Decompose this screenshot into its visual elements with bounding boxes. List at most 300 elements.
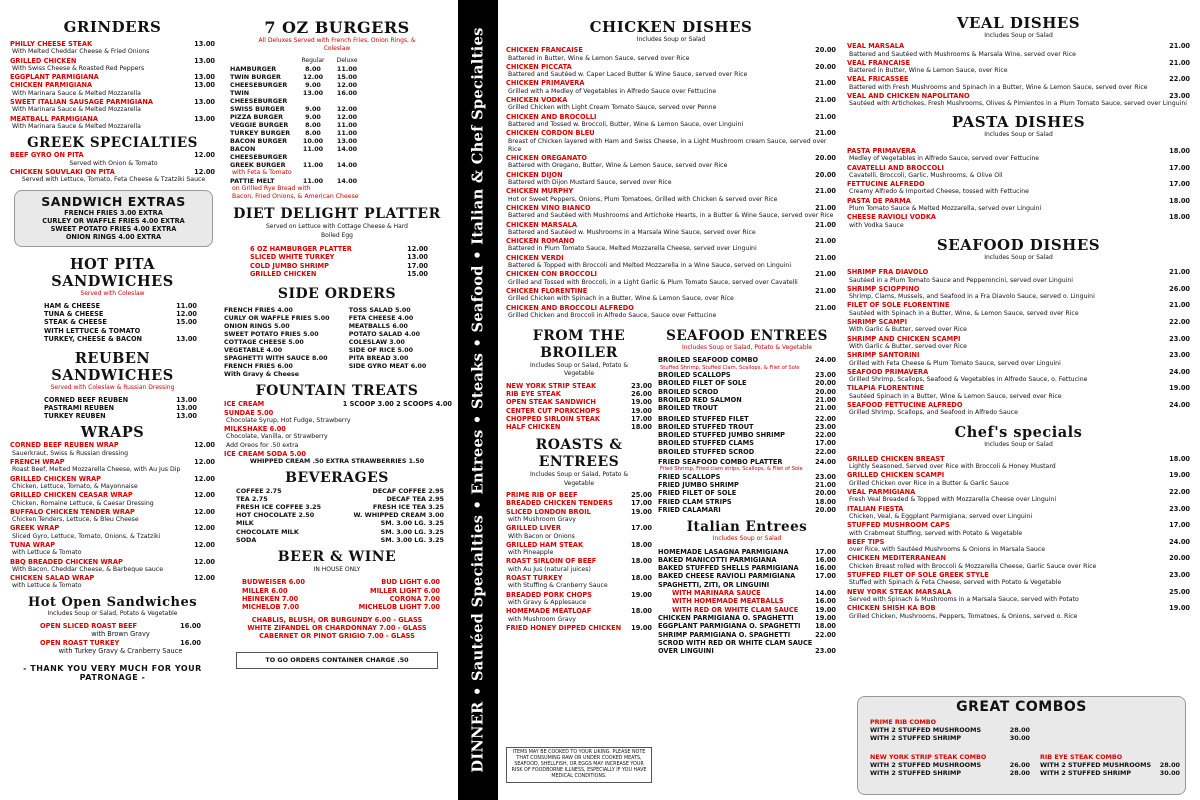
beverage-left: CHOCOLATE MILK xyxy=(236,527,299,536)
beverage-row xyxy=(236,487,444,495)
menu-item-name: HOMEMADE MEATLOAF xyxy=(506,607,592,616)
menu-item-name: BREADED CHICKEN TENDERS xyxy=(506,499,613,508)
menu-item-row xyxy=(506,254,836,262)
menu-item-row xyxy=(10,524,215,532)
menu-item-price: 13.00 xyxy=(194,73,215,82)
italian-price: 17.00 xyxy=(815,547,836,556)
menu-item-row xyxy=(847,488,1190,496)
menu-item-price: 13.00 xyxy=(176,395,197,404)
menu-item-name: VEAL FRICASSEE xyxy=(847,75,909,84)
menu-item-name: CHICKEN VINO BIANCO xyxy=(506,203,591,212)
menu-item-desc: with Lettuce & Tomato xyxy=(12,549,82,557)
italian-name: BAKED CHEESE RAVIOLI PARMIGIANA xyxy=(658,572,796,581)
menu-item-price: 20.00 xyxy=(815,505,836,514)
italian-name: BAKED STUFFED SHELLS PARMIGIANA xyxy=(658,564,799,573)
menu-item-price: 26.00 xyxy=(631,389,652,398)
menu-item-name: BBQ BREADED CHICKEN WRAP xyxy=(10,557,123,566)
italian-row xyxy=(658,614,836,622)
italian-name: BAKED MANICOTTI PARMIGIANA xyxy=(658,555,777,564)
menu-item-price: 19.00 xyxy=(631,406,652,415)
menu-item-price: 12.00 xyxy=(194,167,215,176)
menu-item-price: 13.00 xyxy=(194,40,215,48)
menu-item-name: WITH LETTUCE & TOMATO xyxy=(44,326,141,335)
menu-item-name: SHRIMP SANTORINI xyxy=(847,351,920,360)
seafood-italian-subcol xyxy=(658,328,836,655)
menu-item-row xyxy=(10,508,215,516)
menu-item-price: 21.00 xyxy=(815,404,836,413)
grinders-title: GRINDERS xyxy=(63,18,162,36)
to-go-box: TO GO ORDERS CONTAINER CHARGE .50 xyxy=(236,652,438,668)
menu-item-row xyxy=(506,79,836,87)
vertical-banner xyxy=(458,0,498,800)
patty-note-2: Bacon, Fried Onions, & American Cheese xyxy=(232,193,359,201)
menu-item-price: 20.00 xyxy=(815,62,836,71)
menu-item-row xyxy=(44,412,197,420)
wine-list xyxy=(222,616,452,641)
fountain-title: FOUNTAIN TREATS xyxy=(255,383,419,400)
menu-item-row xyxy=(658,371,836,379)
menu-item-row xyxy=(506,624,652,632)
menu-item-name: SHRIMP SCIOPPINO xyxy=(847,284,920,293)
menu-item-row xyxy=(847,285,1190,293)
menu-item-desc: Chicken Breast rolled with Broccoli & Mozzarella Cheese, Garlic Sauce over Rice xyxy=(849,562,1097,570)
menu-item-price: 15.00 xyxy=(407,269,428,278)
menu-item-row xyxy=(847,471,1190,479)
burgers-list xyxy=(230,65,452,169)
italian-sub: Includes Soup or Salad xyxy=(712,535,782,543)
menu-line: PITA BREAD 3.00 xyxy=(348,355,409,363)
menu-item-name: SHRIMP AND CHICKEN SCAMPI xyxy=(847,334,961,343)
beer-left: MILLER 6.00 xyxy=(242,586,288,595)
menu-item-desc: Grilled Chicken over Rice in a Butter & Garlic Sauce xyxy=(849,479,1009,487)
combo-prime-l2: WITH 2 STUFFED SHRIMP xyxy=(870,734,962,743)
menu-item-price: 21.00 xyxy=(1169,301,1190,310)
menu-item-name: PRIME RIB OF BEEF xyxy=(506,491,578,500)
menu-item-price: 19.00 xyxy=(631,507,652,516)
menu-line: COTTAGE CHEESE 5.00 xyxy=(224,339,304,347)
menu-item-row xyxy=(10,441,215,449)
menu-item-name: GREEK WRAP xyxy=(10,524,60,533)
menu-item-row xyxy=(250,245,428,253)
burger-regular-price: 8.00 xyxy=(305,64,321,73)
pasta-title: PASTA DISHES xyxy=(951,112,1086,131)
burger-regular-price: 13.00 xyxy=(302,88,324,97)
menu-line: POTATO SALAD 4.00 xyxy=(348,331,420,339)
menu-item-row xyxy=(10,541,215,549)
menu-item-price: 18.00 xyxy=(1169,213,1190,222)
menu-item-price: 16.00 xyxy=(180,622,201,631)
patty-melt-regular: 11.00 xyxy=(302,176,324,185)
menu-item-price: 18.00 xyxy=(815,497,836,506)
menu-item-row xyxy=(506,221,836,229)
menu-item-row xyxy=(658,498,836,506)
burger-name: TWIN BURGER xyxy=(230,72,281,81)
menu-item-price: 17.00 xyxy=(631,524,652,533)
menu-item-row xyxy=(658,473,836,481)
menu-item-row xyxy=(506,96,836,104)
menu-item-price: 20.00 xyxy=(1169,554,1190,563)
menu-item-name: CHICKEN PARMIGIANA xyxy=(10,81,93,90)
menu-item-desc: With Marinara Sauce & Melted Mozzarella xyxy=(12,122,141,130)
beer-row xyxy=(242,595,440,603)
menu-line: FRENCH FRIES 4.00 xyxy=(224,307,293,315)
menu-item-price: 13.00 xyxy=(176,412,197,421)
menu-item-price: 12.00 xyxy=(194,441,215,450)
menu-item-row xyxy=(847,213,1190,221)
menu-item-name: BROILED STUFFED TROUT xyxy=(658,422,754,431)
menu-item-price: 18.00 xyxy=(1169,146,1190,155)
menu-item-price: 18.00 xyxy=(1169,454,1190,463)
burger-name: PIZZA BURGER xyxy=(230,112,284,121)
combo-ny-l1: WITH 2 STUFFED MUSHROOMS xyxy=(870,760,982,769)
menu-item-row xyxy=(506,113,836,121)
menu-item-row xyxy=(658,506,836,514)
menu-item-name: ROAST TURKEY xyxy=(506,574,563,583)
menu-item-price: 25.00 xyxy=(631,491,652,500)
fountain-name: ICE CREAM SODA 5.00 xyxy=(224,450,306,459)
menu-item-price: 17.00 xyxy=(1169,163,1190,172)
burger-regular-price: 9.00 xyxy=(305,104,321,113)
italian-row xyxy=(658,581,836,589)
italian-row xyxy=(658,597,836,605)
burger-deluxe-price: 16.00 xyxy=(336,88,358,97)
menu-item-price: 22.00 xyxy=(815,414,836,423)
stuffed-seafood-list xyxy=(658,415,836,456)
italian-row xyxy=(658,548,836,556)
italian-name: EGGPLANT PARMIGIANA O. SPAGHETTI xyxy=(658,622,801,631)
beer-list xyxy=(222,578,452,611)
menu-item-name: TILAPIA FLORENTINE xyxy=(847,384,925,393)
fried-note: Fried Shrimp, Fried clam strips, Scallops, & Filet of Sole xyxy=(660,466,803,473)
menu-line: With Gravy & Cheese xyxy=(224,371,300,379)
menu-item-desc: Battered with Fresh Mushrooms and Spinach in a Butter, Wine & Lemon Sauce, served over Rice xyxy=(849,83,1148,91)
menu-item-row xyxy=(44,404,197,412)
menu-item-name: RIB EYE STEAK xyxy=(506,389,561,398)
menu-item-row xyxy=(847,401,1190,409)
menu-item-row xyxy=(10,115,215,123)
menu-item-price: 21.00 xyxy=(1169,58,1190,67)
menu-item-name: CHICKEN FLORENTINE xyxy=(506,286,588,295)
menu-item-name: BROILED STUFFED SCROD xyxy=(658,447,755,456)
fountain-name: SUNDAE 5.00 xyxy=(224,408,274,417)
menu-item-name: EGGPLANT PARMIGIANA xyxy=(10,73,99,82)
menu-line: FRENCH FRIES 6.00 xyxy=(224,363,293,371)
menu-item-name: CORNED BEEF REUBEN xyxy=(44,395,129,404)
menu-item-name: CHICKEN CON BROCCOLI xyxy=(506,270,597,279)
burger-name: BACON BURGER xyxy=(230,136,288,145)
beer-sub: IN HOUSE ONLY xyxy=(313,566,361,574)
fountain-row xyxy=(224,400,452,408)
menu-item-price: 24.00 xyxy=(1169,367,1190,376)
menu-line: TOSS SALAD 5.00 xyxy=(348,307,411,315)
menu-item-row xyxy=(847,180,1190,188)
pita-sub: Served with Coleslaw xyxy=(80,290,145,298)
menu-item-desc: Grilled and Tossed with Broccoli, in a Light Garlic & Plum Tomato Sauce, served over Cavatelli xyxy=(508,278,798,286)
menu-item-desc: With Garlic & Butter, served over Rice xyxy=(849,326,967,334)
menu-item-price: 19.00 xyxy=(1169,471,1190,480)
chef-list xyxy=(847,455,1190,621)
menu-item-name: TUNA & CHEESE xyxy=(44,310,104,319)
diet-title: DIET DELIGHT PLATTER xyxy=(233,206,441,223)
menu-item-price: 17.00 xyxy=(815,439,836,448)
food-safety-notice: ITEMS MAY BE COOKED TO YOUR LIKING. PLEASE NOTE THAT CONSUMING RAW OR UNDER COOKED MEATS, SEAFOOD, SHELLFISH, OR EGGS MAY INCREASE YOUR RISK OF FOODBORNE ILLNESS, ESPECIALLY IF YOU HAVE MEDICAL CONDITIONS. xyxy=(506,747,652,783)
menu-item-desc: Shrimp, Clams, Mussels, and Seafood in a Fra Diavolo Sauce, served o. Linguini xyxy=(849,293,1095,301)
menu-item-price: 17.00 xyxy=(1169,521,1190,530)
menu-item-name: GRILLED CHICKEN xyxy=(250,269,317,278)
combo-ny-l2: WITH 2 STUFFED SHRIMP xyxy=(870,769,962,778)
hotopen-sub: Includes Soup or Salad, Potato & Vegetable xyxy=(47,609,178,617)
menu-item-desc: Plum Tomato Sauce & Melted Mozzarella, served over Linguini xyxy=(849,205,1042,213)
burger-row xyxy=(230,145,452,161)
fountain-row xyxy=(224,409,452,417)
menu-item-row xyxy=(847,42,1190,50)
menu-item-row xyxy=(506,407,652,415)
menu-item-name: CHICKEN MURPHY xyxy=(506,187,574,196)
menu-item-name: SLICED WHITE TURKEY xyxy=(250,253,335,262)
menu-item-price: 21.00 xyxy=(815,303,836,312)
menu-item-name: BROILED FILET OF SOLE xyxy=(658,379,747,388)
sandwich-extras-box xyxy=(14,190,213,247)
menu-item-desc: Fresh Veal Breaded & Topped with Mozzarella Cheese over Linguini xyxy=(849,496,1057,504)
menu-item-row xyxy=(44,310,197,318)
burgers-col-regular: Regular xyxy=(301,56,325,64)
menu-item-desc: Grilled Chicken, Mushrooms, Peppers, Tomatoes, & Onions, served o. Rice xyxy=(849,612,1078,620)
menu-item-name: CORNED BEEF REUBEN WRAP xyxy=(10,441,119,450)
menu-item-price: 23.00 xyxy=(631,381,652,390)
menu-item-price: 19.00 xyxy=(1169,384,1190,393)
burger-name: CHEESEBURGER xyxy=(230,80,288,89)
menu-item-desc: with Crabmeat Stuffing, served with Potato & Vegetable xyxy=(849,529,1023,537)
italian-name: HOMEMADE LASAGNA PARMIGIANA xyxy=(658,547,789,556)
menu-item-row xyxy=(10,491,215,499)
menu-item-price: 17.00 xyxy=(631,499,652,508)
menu-item-name: FRIED JUMBO SHRIMP xyxy=(658,481,739,490)
menu-item-row xyxy=(847,604,1190,612)
menu-item-name: BROILED RED SALMON xyxy=(658,395,742,404)
column-veal xyxy=(847,4,1190,796)
menu-item-desc: with Au Jus (natural juices) xyxy=(508,565,591,573)
menu-item-row xyxy=(847,318,1190,326)
menu-item-price: 22.00 xyxy=(815,431,836,440)
menu-item-name: TURKEY, CHEESE & BACON xyxy=(44,334,143,343)
side-right-list xyxy=(349,307,452,379)
menu-item-row xyxy=(506,541,652,549)
menu-item-row xyxy=(506,557,652,565)
menu-item-price: 21.00 xyxy=(815,395,836,404)
italian-name: SHRIMP PARMIGIANA O. SPAGHETTI xyxy=(658,630,791,639)
menu-item-desc: with Mushroom Gravy xyxy=(508,615,576,623)
menu-item-desc: Served with Spinach & Mushrooms in a Marsala Sauce, served with Potato xyxy=(849,595,1079,603)
menu-item-name: CHICKEN DIJON xyxy=(506,170,563,179)
menu-item-name: BREADED PORK CHOPS xyxy=(506,590,592,599)
menu-item-name: NEW YORK STEAK MARSALA xyxy=(847,587,952,596)
menu-item-desc: Battered and Sautéed w. Mushrooms in a Marsala Wine Sauce, served over Rice xyxy=(508,228,756,236)
menu-item-price: 11.00 xyxy=(176,301,197,310)
menu-item-price: 24.00 xyxy=(815,356,836,365)
menu-item-desc: With Garlic & Butter, served over Rice xyxy=(849,342,967,350)
burger-regular-price: 11.00 xyxy=(302,144,324,153)
italian-name: WITH MARINARA SAUCE xyxy=(672,589,761,598)
burger-row xyxy=(230,105,452,113)
menu-item-price: 13.00 xyxy=(194,56,215,65)
italian-row xyxy=(658,589,836,597)
combo-rib-l1: WITH 2 STUFFED MUSHROOMS xyxy=(1040,760,1152,769)
menu-line: SWEET POTATO FRIES 4.00 EXTRA xyxy=(50,225,177,234)
italian-row xyxy=(658,631,836,639)
menu-item-desc: Served with Lettuce, Tomato, Feta Cheese & Tzatziki Sauce xyxy=(21,176,206,184)
menu-item-desc: Battered and Sautéed with Mushrooms and Artichoke Hearts, in a Butter & Wine Sauce, served over Rice xyxy=(508,212,834,220)
menu-item-desc: Hot or Sweet Peppers, Onions, Plum Tomatoes, Grilled with Chicken & served over Rice xyxy=(508,195,778,203)
menu-item-row xyxy=(658,481,836,489)
menu-item-desc: With Bacon or Onions xyxy=(508,532,575,540)
menu-item-price: 21.00 xyxy=(815,270,836,279)
menu-item-row xyxy=(847,571,1190,579)
menu-item-desc: With Melted Cheddar Cheese & Fried Onions xyxy=(12,48,150,56)
italian-price: 16.00 xyxy=(815,597,836,606)
menu-item-price: 20.00 xyxy=(815,379,836,388)
fountain-row xyxy=(224,442,452,450)
menu-item-name: OPEN SLICED ROAST BEEF xyxy=(40,622,137,631)
burger-deluxe-price: 12.00 xyxy=(336,112,358,121)
menu-item-price: 20.00 xyxy=(815,46,836,55)
great-combos-box xyxy=(857,696,1186,795)
menu-item-name: GRILLED CHICKEN BREAST xyxy=(847,454,945,463)
burger-name: GREEK BURGER xyxy=(230,160,286,169)
pita-title-2: SANDWICHES xyxy=(51,273,174,291)
menu-item-desc: with Vodka Sauce xyxy=(849,221,904,229)
menu-item-row xyxy=(10,40,215,48)
menu-item-row xyxy=(658,423,836,431)
menu-item-desc: Grilled Shrimp, Scallops, Seafood & Vegetables in Alfredo Sauce, o. Fettucine xyxy=(849,376,1088,384)
fountain-row xyxy=(224,450,452,458)
reuben-title-1: REUBEN xyxy=(74,350,151,368)
menu-item-row xyxy=(847,368,1190,376)
menu-item-name: GRILLED CHICKEN SCAMPI xyxy=(847,471,945,480)
menu-item-name: CHICKEN FRANCAISE xyxy=(506,46,583,55)
menu-item-price: 13.00 xyxy=(194,114,215,123)
menu-item-price: 13.00 xyxy=(194,81,215,90)
combo-rib-l2: WITH 2 STUFFED SHRIMP xyxy=(1040,769,1132,778)
combo-note: Stuffed Shrimp, Stuffed Clam, Scallops, & Filet of Sole xyxy=(660,364,800,371)
extras-list xyxy=(19,209,208,241)
burger-row xyxy=(230,161,452,169)
combos-title: GREAT COMBOS xyxy=(956,699,1087,715)
menu-item-price: 21.00 xyxy=(815,79,836,88)
beer-left: MICHELOB 7.00 xyxy=(242,603,300,612)
burger-row xyxy=(230,113,452,121)
menu-item-row xyxy=(44,318,197,326)
burger-row xyxy=(230,65,452,73)
menu-item-price: 23.00 xyxy=(1169,504,1190,513)
greek-burger-note: with Feta & Tomato xyxy=(232,168,292,176)
menu-item-desc: With Bacon, Cheddar Cheese, & Barbeque sauce xyxy=(12,565,163,573)
menu-item-row xyxy=(506,607,652,615)
burger-name: VEGGIE BURGER xyxy=(230,120,289,129)
menu-item-desc: Grilled Chicken with Spinach in a Butter, Wine & Lemon Sauce, over Rice xyxy=(508,295,734,303)
menu-item-name: GRILLED CHICKEN CEASAR WRAP xyxy=(10,491,133,500)
roasts-sub: Includes Soup or Salad, Potato & Vegetable xyxy=(529,471,629,487)
menu-item-name: CHICKEN AND BROCCOLI ALFREDO xyxy=(506,303,634,312)
menu-item-price: 19.00 xyxy=(631,590,652,599)
italian-row xyxy=(658,572,836,580)
italian-price: 16.00 xyxy=(815,555,836,564)
reuben-list xyxy=(10,396,215,421)
menu-item-row xyxy=(658,356,836,364)
menu-item-name: BROILED TROUT xyxy=(658,404,718,413)
italian-row xyxy=(658,639,836,647)
menu-item-name: SHRIMP SCAMPI xyxy=(847,318,908,327)
menu-item-desc: Sauerkraut, Swiss & Russian dressing xyxy=(12,449,129,457)
column-burgers xyxy=(222,4,452,796)
veal-sub: Includes Soup or Salad xyxy=(984,32,1053,39)
beer-row xyxy=(242,603,440,611)
italian-name: SCROD WITH RED OR WHITE CLAM SAUCE xyxy=(658,638,813,647)
menu-item-name: PASTRAMI REUBEN xyxy=(44,403,115,412)
burger-deluxe-price: 11.00 xyxy=(336,128,358,137)
menu-item-desc: Battered in Butter, Wine & Lemon Sauce, over Rice xyxy=(849,67,1008,75)
menu-item-name: TURKEY REUBEN xyxy=(44,412,106,421)
italian-price: 19.00 xyxy=(815,605,836,614)
extras-title: SANDWICH EXTRAS xyxy=(41,194,186,210)
burger-deluxe-price: 12.00 xyxy=(336,104,358,113)
burger-row xyxy=(230,121,452,129)
menu-item-desc: Creamy Alfredo & Imported Cheese, tossed with Fettucine xyxy=(849,188,1029,196)
menu-item-price: 13.00 xyxy=(176,403,197,412)
menu-line: CHABLIS, BLUSH, OR BURGUNDY 6.00 - GLASS xyxy=(251,615,423,624)
combo-prime-p2: 30.00 xyxy=(1009,734,1030,743)
patty-melt-deluxe: 14.00 xyxy=(336,176,358,185)
beer-left: BUDWEISER 6.00 xyxy=(242,578,305,587)
italian-title: Italian Entrees xyxy=(686,519,808,536)
menu-item-row xyxy=(847,301,1190,309)
menu-item-price: 20.00 xyxy=(815,387,836,396)
beer-right: CORONA 7.00 xyxy=(389,594,440,603)
italian-name: OVER LINGUINI xyxy=(658,647,714,656)
menu-item-row xyxy=(658,415,836,423)
wraps-title: WRAPS xyxy=(80,424,145,442)
menu-line: ONION RINGS 4.00 EXTRA xyxy=(65,233,162,242)
burgers-title: 7 OZ BURGERS xyxy=(264,18,410,37)
beverage-row xyxy=(236,528,444,536)
menu-item-name: SHRIMP FRA DIAVOLO xyxy=(847,268,929,277)
menu-item-row xyxy=(44,302,197,310)
combo-prime-p1: 28.00 xyxy=(1009,726,1030,735)
chef-sub: Includes Soup or Salad xyxy=(984,440,1053,448)
banner-text: DINNER • Sautéed Specialties • Entrees • Steaks • Seafood • Italian & Chef Specialties xyxy=(469,27,487,773)
menu-item-desc: Battered & Topped with Broccoli and Melted Mozzarella in a Wine Sauce, served on Linguini xyxy=(508,262,792,270)
menu-item-price: 21.00 xyxy=(815,112,836,121)
menu-item-desc: Sautéed with Artichokes, Fresh Mushrooms, Olives & Pimientos in a Plum Tomato Sauce, served over Linguini xyxy=(849,100,1188,108)
wraps-list xyxy=(10,441,215,590)
menu-item-name: HALF CHICKEN xyxy=(506,423,561,432)
menu-item-row xyxy=(44,335,197,343)
beverage-right: FRESH ICE TEA 3.25 xyxy=(372,503,444,512)
menu-item-row xyxy=(658,379,836,387)
menu-item-price: 21.00 xyxy=(815,187,836,196)
menu-item-desc: with Brown Gravy xyxy=(91,630,150,639)
menu-item-row xyxy=(506,508,652,516)
beverage-right: DECAF COFFEE 2.95 xyxy=(372,486,444,495)
menu-item-name: CHICKEN MARSALA xyxy=(506,220,577,229)
menu-item-price: 20.00 xyxy=(815,154,836,163)
italian-price: 18.00 xyxy=(815,622,836,631)
menu-item-name: CHICKEN SOUVLAKI ON PITA xyxy=(10,167,115,176)
menu-item-row xyxy=(506,204,836,212)
pasta-sub: Includes Soup or Salad xyxy=(984,130,1053,138)
fountain-row xyxy=(224,433,452,441)
veal-list xyxy=(847,42,1190,108)
chicken-title: CHICKEN DISHES xyxy=(589,18,753,36)
